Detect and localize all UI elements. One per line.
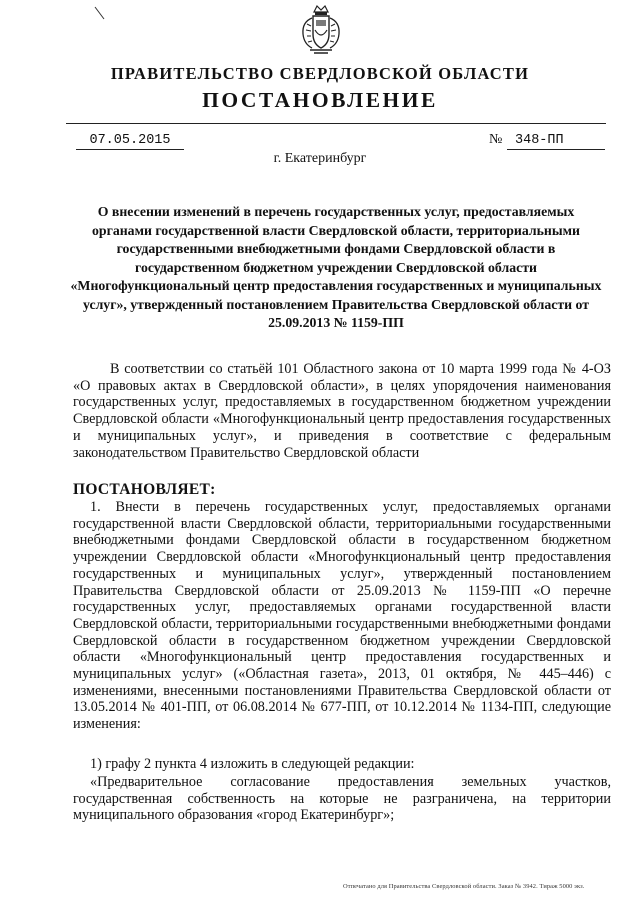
city: г. Екатеринбург xyxy=(273,151,367,166)
preamble-paragraph: В соответствии со статьёй 101 Областного закона от 10 марта 1999 года № 4-ОЗ «О правовых актах в Свердловской области», в целях упорядочения наименования государственных услуг, предоставляемых в государственном бюджетном учреждении Свердловской области «Многофункциональный центр предоставления государственных и муниципальных услуг», и приведения в соответствие с федеральным законодательством Правительство Свердловской области xyxy=(73,361,611,461)
decree-number: 348-ПП xyxy=(507,133,605,150)
item-1-1-paragraph: 1) графу 2 пункта 4 изложить в следующей редакции: xyxy=(90,756,415,772)
number-label: № xyxy=(489,132,503,147)
decree-title: О внесении изменений в перечень государственных услуг, предоставляемых органами государственной власти Свердловской области, территориальными государственными внебюджетными фондами Свердловской области в государственном бюджетном учреждении Свердловской области «Многофункциональный центр предоставления государственных и муниципальных услуг», утвержденный постановлением Правительства Свердловской области от 25.09.2013 № 1159-ПП xyxy=(70,204,602,330)
header-rule xyxy=(66,123,606,124)
government-name: ПРАВИТЕЛЬСТВО СВЕРДЛОВСКОЙ ОБЛАСТИ xyxy=(110,64,530,83)
resolves-heading: ПОСТАНОВЛЯЕТ: xyxy=(73,481,216,498)
coat-of-arms-icon xyxy=(298,4,344,56)
scan-mark xyxy=(94,6,106,20)
decree-date: 07.05.2015 xyxy=(76,133,184,150)
document-type: ПОСТАНОВЛЕНИЕ xyxy=(202,88,438,112)
quote-paragraph: «Предварительное согласование предоставления земельных участков, государственная собственность на которые не разграничена, на территории муниципального образования «город Екатеринбург»; xyxy=(73,774,611,824)
item-1-paragraph: 1. Внести в перечень государственных услуг, предоставляемых органами государственной власти Свердловской области, территориальными государственными внебюджетными фондами Свердловской области в государственном бюджетном учреждении Свердловской области «Многофункциональный центр предоставления государственных и муниципальных услуг», утвержденный постановлением Правительства Свердловской области от 25.09.2013 № 1159-ПП «О перечне государственных услуг, предоставляемых органами государственной власти Свердловской области, территориальными государственными внебюджетными фондами Свердловской области в государственном бюджетном учреждении Свердловской области «Многофункциональный центр предоставления государственных и муниципальных услуг» («Областная газета», 2013, 01 октября, № 445–446) с изменениями, внесенными постановлениями Правительства Свердловской области от 13.05.2014 № 401-ПП, от 06.08.2014 № 677-ПП, от 10.12.2014 № 1134-ПП, следующие изменения: xyxy=(73,499,611,733)
print-footer: Отпечатано для Правительства Свердловской области. Заказ № 3942. Тираж 5000 экз. xyxy=(343,883,585,890)
